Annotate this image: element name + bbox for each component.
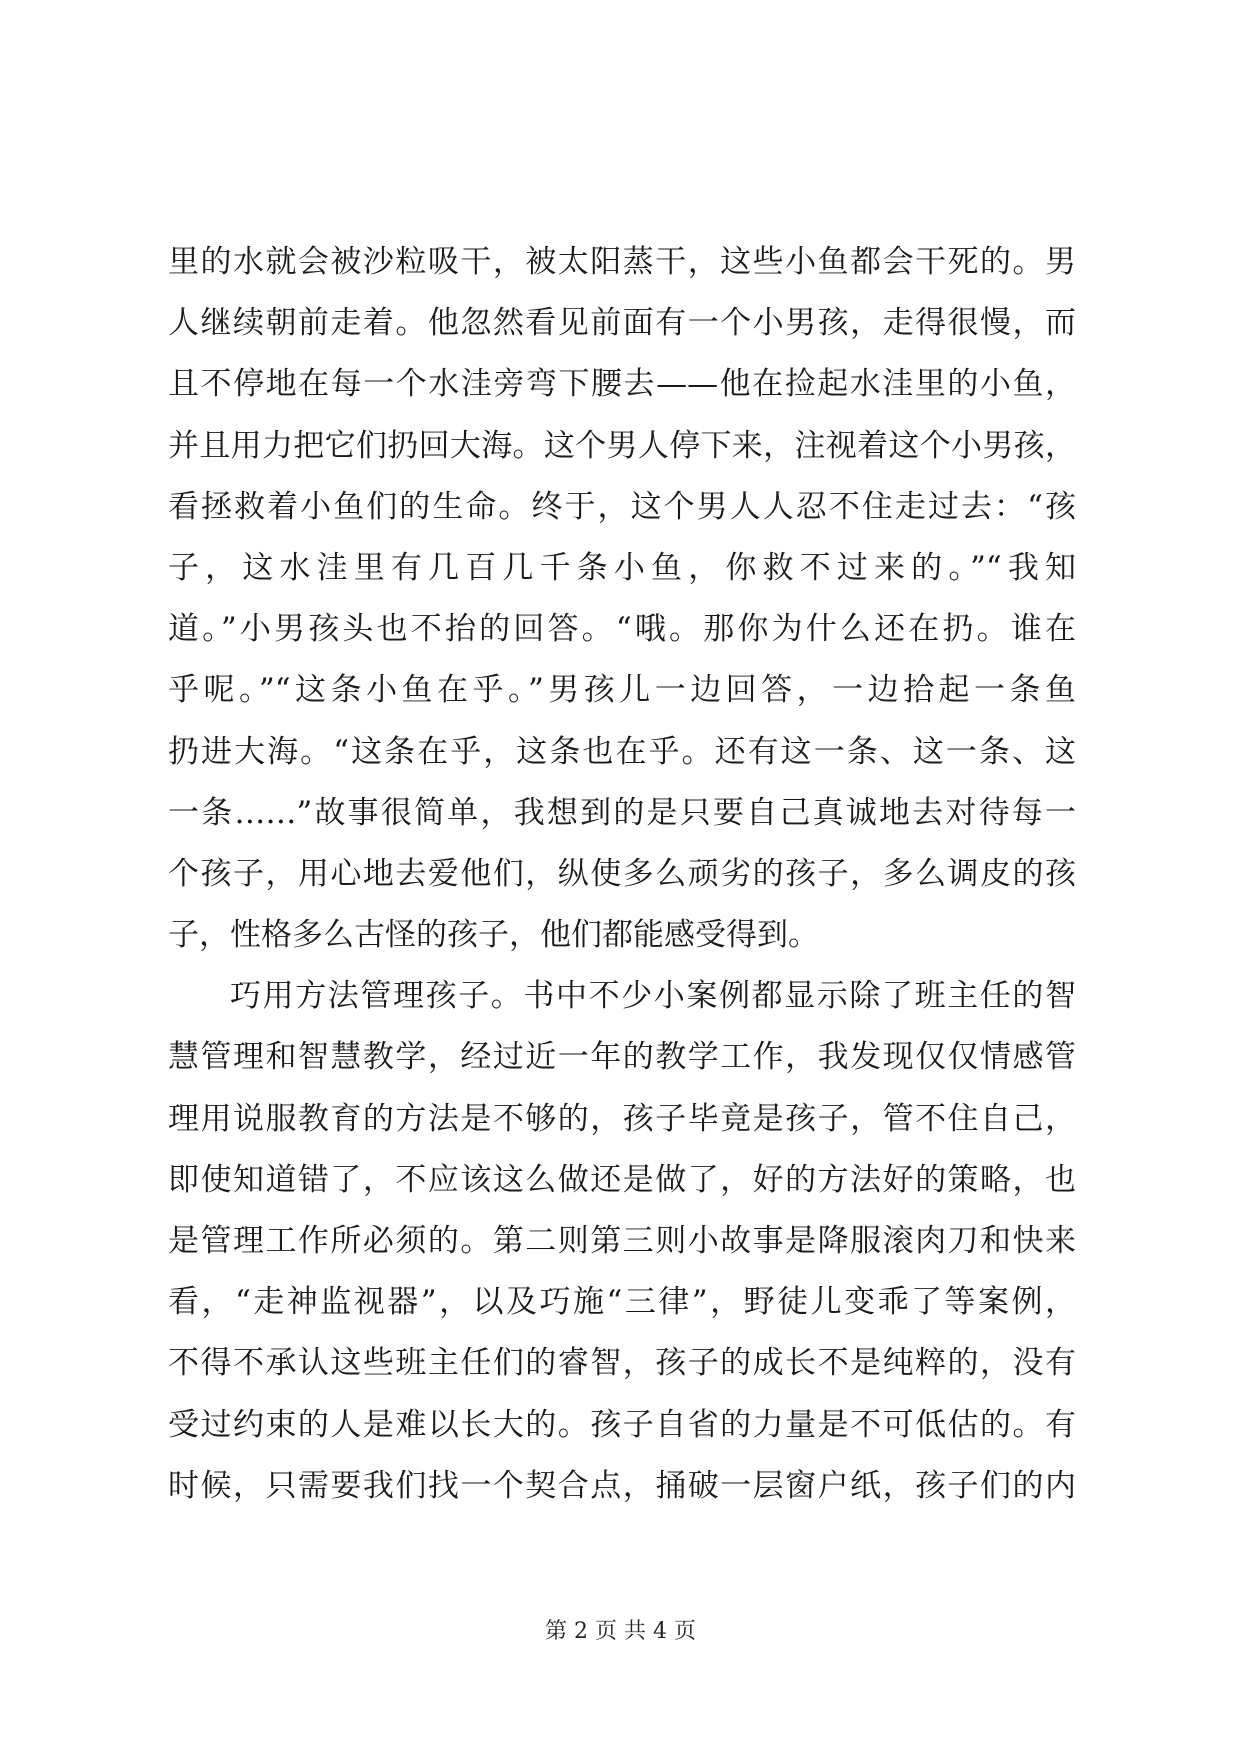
text-line: 理用说服教育的方法是不够的，孩子毕竟是孩子，管不住自己， bbox=[168, 1100, 1076, 1137]
text-line: 且不停地在每一个水洼旁弯下腰去——他在捡起水洼里的小鱼， bbox=[168, 366, 1076, 403]
text-line: 即使知道错了，不应该这么做还是做了，好的方法好的策略，也 bbox=[168, 1161, 1076, 1198]
text-line: 乎呢。”“这条小鱼在乎。”男孩儿一边回答，一边拾起一条鱼 bbox=[168, 672, 1076, 709]
text-line: 看拯救着小鱼们的生命。终于，这个男人人忍不住走过去：“孩 bbox=[168, 488, 1076, 525]
text-line: 子，这水洼里有几百几千条小鱼，你救不过来的。”“我知 bbox=[168, 549, 1076, 586]
text-line: 人继续朝前走着。他忽然看见前面有一个小男孩，走得很慢，而 bbox=[168, 305, 1076, 342]
paragraph-methods bbox=[168, 966, 1076, 1517]
page-number-footer: 第 2 页 共 4 页 bbox=[545, 1619, 696, 1644]
text-line: 不得不承认这些班主任们的睿智，孩子的成长不是纯粹的，没有 bbox=[168, 1345, 1076, 1382]
text-line: 并且用力把它们扔回大海。这个男人停下来，注视着这个小男孩， bbox=[168, 427, 1076, 464]
text-line: 个孩子，用心地去爱他们，纵使多么顽劣的孩子，多么调皮的孩 bbox=[168, 855, 1076, 892]
text-line: 子，性格多么古怪的孩子，他们都能感受得到。 bbox=[168, 917, 819, 954]
text-line: 里的水就会被沙粒吸干，被太阳蒸干，这些小鱼都会干死的。男 bbox=[168, 244, 1076, 280]
text-line: 慧管理和智慧教学，经过近一年的教学工作，我发现仅仅情感管 bbox=[168, 1039, 1076, 1076]
document-body bbox=[168, 232, 1076, 1517]
text-line: 时候，只需要我们找一个契合点，捅破一层窗户纸，孩子们的内 bbox=[168, 1467, 1076, 1504]
text-line: 一条……”故事很简单，我想到的是只要自己真诚地去对待每一 bbox=[168, 794, 1076, 831]
text-line: 巧用方法管理孩子。书中不少小案例都显示除了班主任的智 bbox=[230, 978, 1076, 1015]
text-line: 是管理工作所必须的。第二则第三则小故事是降服滚肉刀和快来 bbox=[168, 1223, 1076, 1259]
text-line: 道。”小男孩头也不抬的回答。“哦。那你为什么还在扔。谁在 bbox=[168, 611, 1076, 648]
text-line: 扔进大海。“这条在乎，这条也在乎。还有这一条、这一条、这 bbox=[168, 733, 1076, 770]
text-line: 看，“走神监视器”，以及巧施“三律”，野徒儿变乖了等案例， bbox=[168, 1284, 1076, 1321]
text-line: 受过约束的人是难以长大的。孩子自省的力量是不可低估的。有 bbox=[168, 1406, 1076, 1443]
paragraph-story bbox=[168, 232, 1076, 966]
